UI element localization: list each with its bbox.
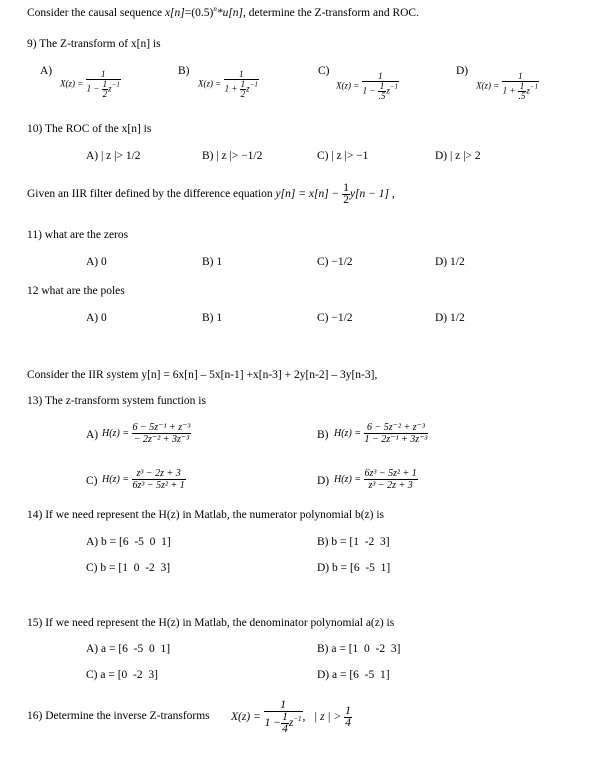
q10-option-c[interactable]: C) | z |> −1 xyxy=(317,150,369,162)
q13-option-b-letter[interactable]: B) xyxy=(317,429,329,441)
q16-comma: , xyxy=(302,711,306,724)
q9-d-top: 1 xyxy=(502,72,540,82)
q9-option-c-letter[interactable]: C) xyxy=(318,65,330,77)
q9-c-fraction xyxy=(362,72,400,101)
q9-a-inner-num: 1 xyxy=(102,79,108,89)
q12-question: 12 what are the poles xyxy=(27,285,125,297)
q9-d-inner-den: .5 xyxy=(518,91,526,101)
q16-inner xyxy=(281,712,289,735)
q14-option-a[interactable]: A) b = [6 -5 0 1] xyxy=(86,536,171,548)
q9-b-exp: −1 xyxy=(249,80,258,89)
iir-rhs: y[n − 1] , xyxy=(349,188,395,201)
q9-option-b-letter[interactable]: B) xyxy=(178,65,190,77)
q9-b-lhs: X(z) = xyxy=(198,78,222,89)
q13-b-num: 6 − 5z⁻² + z⁻³ xyxy=(364,422,429,434)
intro-line xyxy=(27,6,419,20)
q9-option-b-formula xyxy=(198,70,259,99)
q10-option-d[interactable]: D) | z |> 2 xyxy=(435,150,481,162)
q9-c-exp: −1 xyxy=(389,82,399,91)
q16-exp: −1 xyxy=(293,715,302,724)
q13-b-fraction xyxy=(364,422,429,445)
q16-roc-num: 1 xyxy=(345,705,351,717)
q15-option-a[interactable]: A) a = [6 -5 0 1] xyxy=(86,643,171,655)
q9-d-lhs: X(z) = xyxy=(476,80,500,91)
intro-eq: = xyxy=(184,7,192,19)
iir-lhs: y[n] = x[n] − xyxy=(275,188,340,201)
q16-fraction xyxy=(264,700,303,735)
intro-seq-exp: n xyxy=(213,5,217,13)
q9-c-inner-den: .5 xyxy=(378,91,386,101)
q15-option-b[interactable]: B) a = [1 0 -2 3] xyxy=(317,643,401,655)
q9-b-inner-den: 2 xyxy=(240,89,246,99)
q13-b-den: 1 − 2z⁻¹ + 3z⁻³ xyxy=(364,434,428,445)
q13-question: 13) The z-transform system function is xyxy=(27,395,206,407)
q9-a-fraction xyxy=(86,70,121,99)
q13-option-d-letter[interactable]: D) xyxy=(317,475,330,487)
q9-option-a-formula xyxy=(60,70,121,99)
q9-option-d-letter[interactable]: D) xyxy=(456,65,469,77)
q16-roc-den: 4 xyxy=(345,717,351,729)
q9-c-pre: 1 − xyxy=(362,85,376,96)
intro-seq-lhs: x[n] xyxy=(164,7,185,19)
q9-b-pre: 1 + xyxy=(224,83,238,94)
q13-c-fraction xyxy=(132,468,186,491)
q13-a-den: − 2z⁻² + 3z⁻³ xyxy=(133,434,190,445)
iir-fraction xyxy=(342,183,350,206)
q13-c-den: 6z³ − 5z² + 1 xyxy=(132,480,185,491)
q13-option-a-letter[interactable]: A) xyxy=(86,429,99,441)
q16-formula xyxy=(231,700,352,735)
q13-option-b-formula xyxy=(334,422,428,445)
q10-question: 10) The ROC of the x[n] is xyxy=(27,123,152,135)
q16-pre: 1 − xyxy=(264,717,282,730)
q9-b-fraction xyxy=(224,70,259,99)
q12-option-d[interactable]: D) 1/2 xyxy=(435,312,465,324)
q13-a-fraction xyxy=(132,422,192,445)
q9-d-exp: −1 xyxy=(529,82,539,91)
q16-bottom xyxy=(264,712,303,735)
q9-a-top: 1 xyxy=(86,70,121,80)
q16-top: 1 xyxy=(264,700,303,712)
intro-tail: determine the Z-transform and ROC. xyxy=(248,7,419,19)
q12-option-c[interactable]: C) −1/2 xyxy=(317,312,353,324)
q13-d-num: 6z³ − 5z² + 1 xyxy=(364,468,417,479)
q13-option-a-formula xyxy=(102,422,191,445)
q11-question: 11) what are the zeros xyxy=(27,229,129,241)
q13-b-lhs: H(z) = xyxy=(334,427,362,439)
q15-option-d[interactable]: D) a = [6 -5 1] xyxy=(317,669,390,681)
q9-option-a-letter[interactable]: A) xyxy=(40,65,53,77)
q9-a-inner-den: 2 xyxy=(102,89,108,99)
q16-question: 16) Determine the inverse Z-transforms xyxy=(27,710,210,722)
q14-option-d[interactable]: D) b = [6 -5 1] xyxy=(317,562,391,574)
q9-d-inner-num: 1 xyxy=(518,82,527,92)
q13-a-num: 6 − 5z⁻¹ + z⁻³ xyxy=(132,422,191,433)
q13-a-lhs: H(z) = xyxy=(102,427,130,439)
q9-d-bottom xyxy=(502,82,540,101)
q9-a-z: z xyxy=(108,83,112,94)
q9-d-fraction xyxy=(502,72,540,101)
q16-inner-den: 4 xyxy=(282,723,288,735)
q9-a-bottom xyxy=(86,80,121,99)
q9-c-top: 1 xyxy=(362,72,400,82)
q15-question: 15) If we need represent the H(z) in Matlab, the denominator polynomial a(z) is xyxy=(27,617,395,629)
q9-c-bottom xyxy=(362,82,400,101)
q9-d-z: z xyxy=(526,85,530,96)
q9-option-d-formula xyxy=(476,72,539,101)
q9-d-pre: 1 + xyxy=(502,85,516,96)
iir-lead: Given an IIR filter defined by the difference equation xyxy=(27,188,273,201)
q13-option-c-formula xyxy=(102,468,186,491)
q13-d-lhs: H(z) = xyxy=(334,473,362,485)
q9-a-pre: 1 − xyxy=(86,83,100,94)
q9-a-lhs: X(z) = xyxy=(60,78,84,89)
q14-question: 14) If we need represent the H(z) in Matlab, the numerator polynomial b(z) is xyxy=(27,509,385,521)
q9-b-z: z xyxy=(246,83,250,94)
q9-b-top: 1 xyxy=(224,70,259,80)
q16-roc: | z | > xyxy=(314,711,342,724)
q13-c-lhs: H(z) = xyxy=(102,473,130,485)
q11-option-c[interactable]: C) −1/2 xyxy=(317,256,353,268)
q12-option-b[interactable]: B) 1 xyxy=(202,312,223,324)
q9-b-bottom xyxy=(224,80,259,99)
q11-option-a[interactable]: A) 0 xyxy=(86,256,107,268)
q13-option-c-letter[interactable]: C) xyxy=(86,475,98,487)
q11-option-b[interactable]: B) 1 xyxy=(202,256,223,268)
q15-option-c[interactable]: C) a = [0 -2 3] xyxy=(86,669,158,681)
q12-option-a[interactable]: A) 0 xyxy=(86,312,107,324)
q9-question: 9) The Z-transform of x[n] is xyxy=(27,38,161,50)
system-statement: Consider the IIR system y[n] = 6x[n] – 5x[n-1] +x[n-3] + 2y[n-2] – 3y[n-3], xyxy=(27,369,378,381)
iir-num: 1 xyxy=(343,182,349,194)
iir-den: 2 xyxy=(343,194,349,206)
q16-inner-num: 1 xyxy=(282,711,288,723)
iir-statement xyxy=(27,183,395,206)
q10-option-a[interactable]: A) | z |> 1/2 xyxy=(86,150,141,162)
q9-b-inner-num: 1 xyxy=(240,79,246,89)
q9-c-inner-num: 1 xyxy=(378,82,387,92)
q13-d-fraction xyxy=(364,468,418,491)
q13-option-d-formula xyxy=(334,468,418,491)
q16-lhs: X(z) = xyxy=(231,711,261,724)
intro-lead: Consider the causal sequence xyxy=(27,7,163,19)
q11-option-d[interactable]: D) 1/2 xyxy=(435,256,465,268)
q14-option-c[interactable]: C) b = [1 0 -2 3] xyxy=(86,562,171,574)
q14-option-b[interactable]: B) b = [1 -2 3] xyxy=(317,536,390,548)
q16-z: z xyxy=(288,717,294,730)
q9-c-z: z xyxy=(386,85,390,96)
q16-roc-fraction xyxy=(344,706,352,729)
q13-c-num: z³ − 2z + 3 xyxy=(132,468,186,480)
intro-seq-mul: *u[n], xyxy=(216,7,246,19)
q13-d-den: z³ − 2z + 3 xyxy=(368,480,413,491)
intro-seq-base: (0.5) xyxy=(191,7,214,19)
q9-a-exp: −1 xyxy=(111,80,120,89)
q9-option-c-formula xyxy=(336,72,399,101)
q9-c-lhs: X(z) = xyxy=(336,80,360,91)
q10-option-b[interactable]: B) | z |> −1/2 xyxy=(202,150,263,162)
